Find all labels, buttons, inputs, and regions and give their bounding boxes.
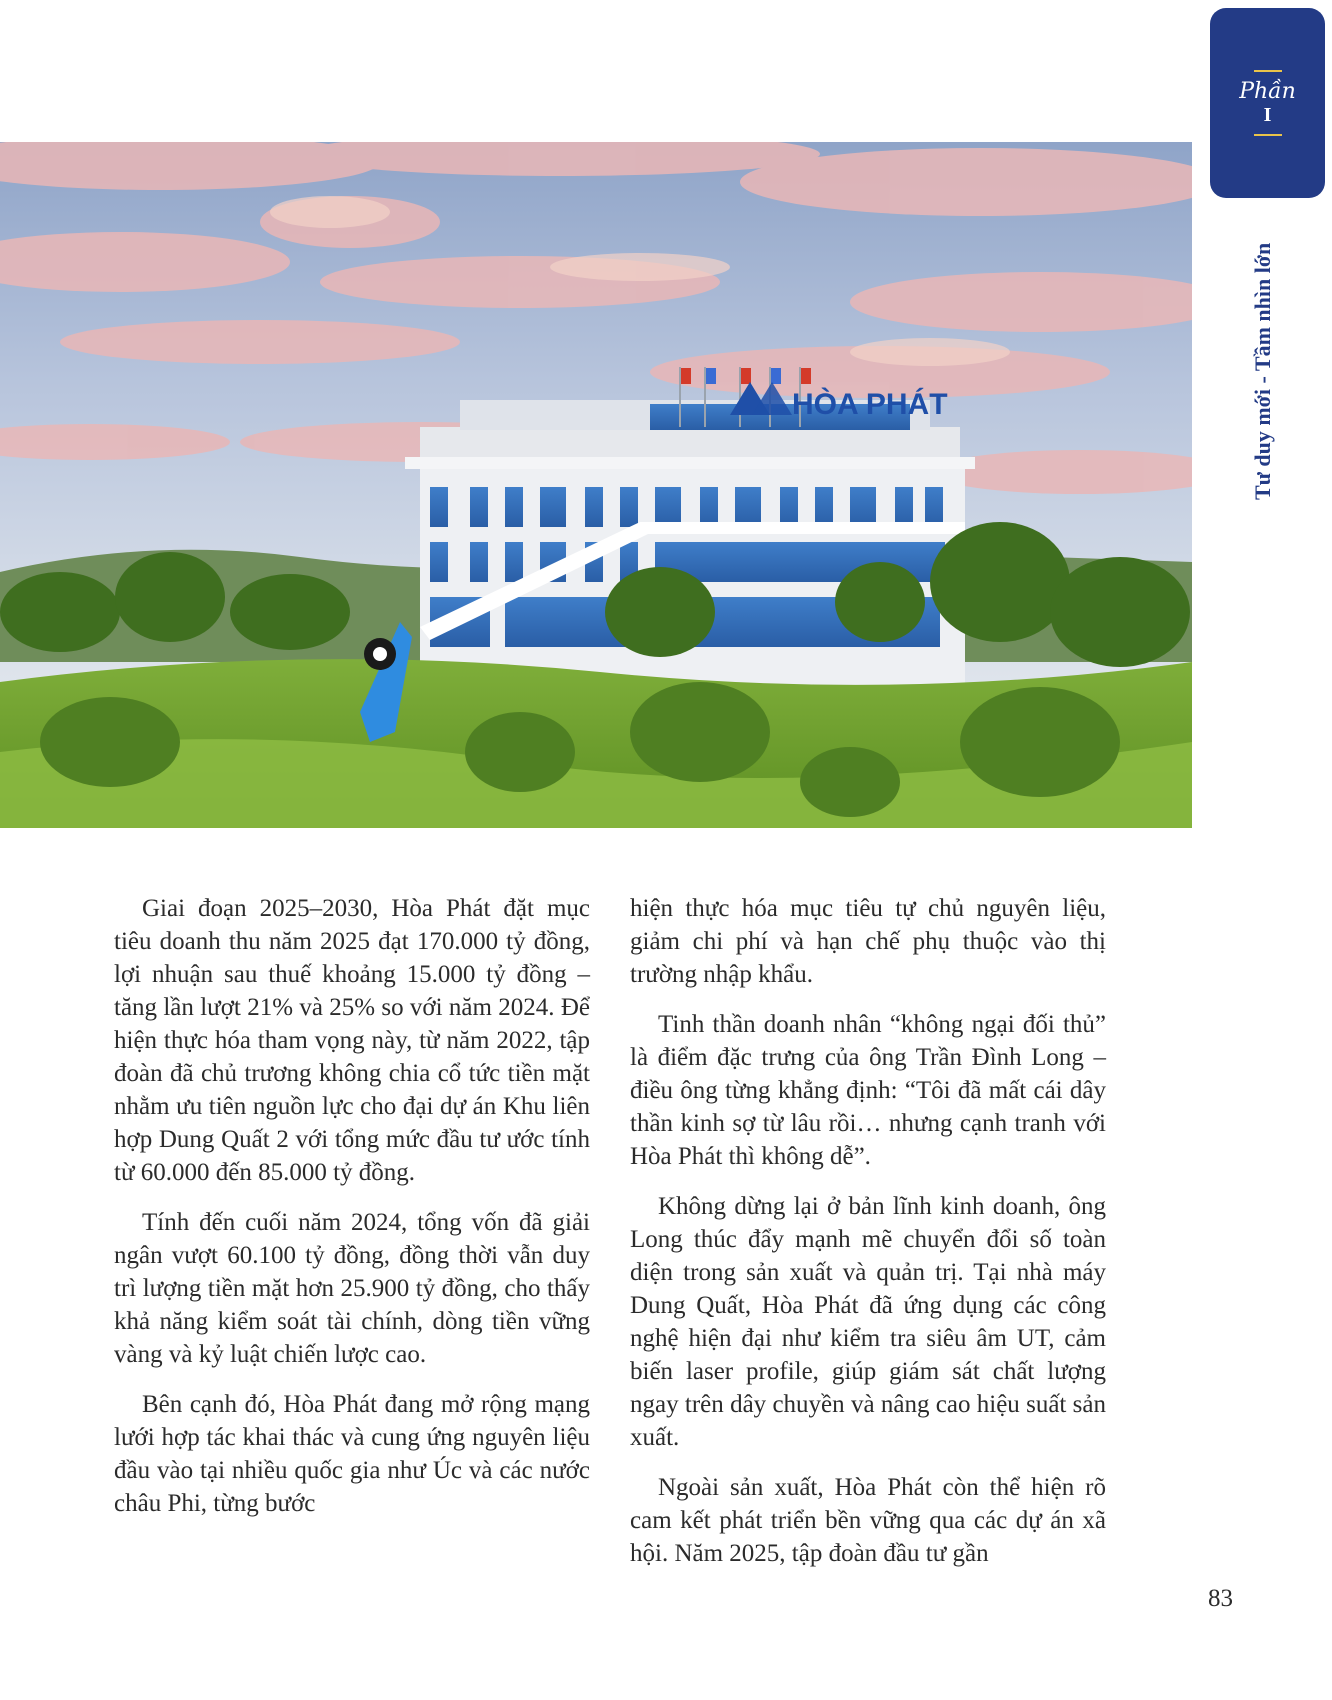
hero-photo — [0, 142, 1192, 828]
section-number: I — [1263, 104, 1272, 126]
tab-bottom-divider — [1254, 134, 1282, 136]
paragraph: Tinh thần doanh nhân “không ngại đối thủ” là điểm đặc trưng của ông Trần Đình Long – điều ông từng khẳng định: “Tôi đã mất cái dây thần kinh sợ từ lâu rồi… nhưng cạnh tranh với Hòa Phát thì không dễ”. — [630, 1011, 1106, 1170]
left-column — [114, 892, 590, 1537]
hoa-phat-building-illustration — [0, 142, 1192, 828]
paragraph: hiện thực hóa mục tiêu tự chủ nguyên liệu, giảm chi phí và hạn chế phụ thuộc vào thị trường nhập khẩu. — [630, 895, 1106, 988]
section-tab — [1210, 8, 1325, 198]
paragraph: Giai đoạn 2025–2030, Hòa Phát đặt mục tiêu doanh thu năm 2025 đạt 170.000 tỷ đồng, lợi nhuận sau thuế khoảng 15.000 tỷ đồng – tăng lần lượt 21% và 25% so với năm 2024. Để hiện thực hóa tham vọng này, từ năm 2022, tập đoàn đã chủ trương không chia cổ tức tiền mặt nhằm ưu tiên nguồn lực cho đại dự án Khu liên hợp Dung Quất 2 với tổng mức đầu tư ước tính từ 60.000 đến 85.000 tỷ đồng. — [114, 895, 590, 1186]
logo-text: HÒA PHÁT — [792, 388, 948, 421]
running-section-title: Tư duy mới - Tầm nhìn lớn — [1250, 242, 1275, 500]
section-word: Phần — [1239, 79, 1296, 104]
page-number: 83 — [1208, 1585, 1233, 1612]
tab-top-divider — [1254, 70, 1282, 72]
right-column — [630, 892, 1106, 1587]
paragraph: Tính đến cuối năm 2024, tổng vốn đã giải ngân vượt 60.100 tỷ đồng, đồng thời vẫn duy trì lượng tiền mặt hơn 25.900 tỷ đồng, cho thấy khả năng kiểm soát tài chính, dòng tiền vững vàng và kỷ luật chiến lược cao. — [114, 1209, 590, 1368]
paragraph: Bên cạnh đó, Hòa Phát đang mở rộng mạng lưới hợp tác khai thác và cung ứng nguyên liệu đầu vào tại nhiều quốc gia như Úc và các nước châu Phi, từng bước — [114, 1391, 590, 1517]
paragraph: Ngoài sản xuất, Hòa Phát còn thể hiện rõ cam kết phát triển bền vững qua các dự án xã hội. Năm 2025, tập đoàn đầu tư gần — [630, 1474, 1106, 1567]
paragraph: Không dừng lại ở bản lĩnh kinh doanh, ông Long thúc đẩy mạnh mẽ chuyển đổi số toàn diện trong sản xuất và quản trị. Tại nhà máy Dung Quất, Hòa Phát đã ứng dụng các công nghệ hiện đại như kiểm tra siêu âm UT, cảm biến laser profile, giúp giám sát chất lượng ngay trên dây chuyền và nâng cao hiệu suất sản xuất. — [630, 1193, 1106, 1451]
